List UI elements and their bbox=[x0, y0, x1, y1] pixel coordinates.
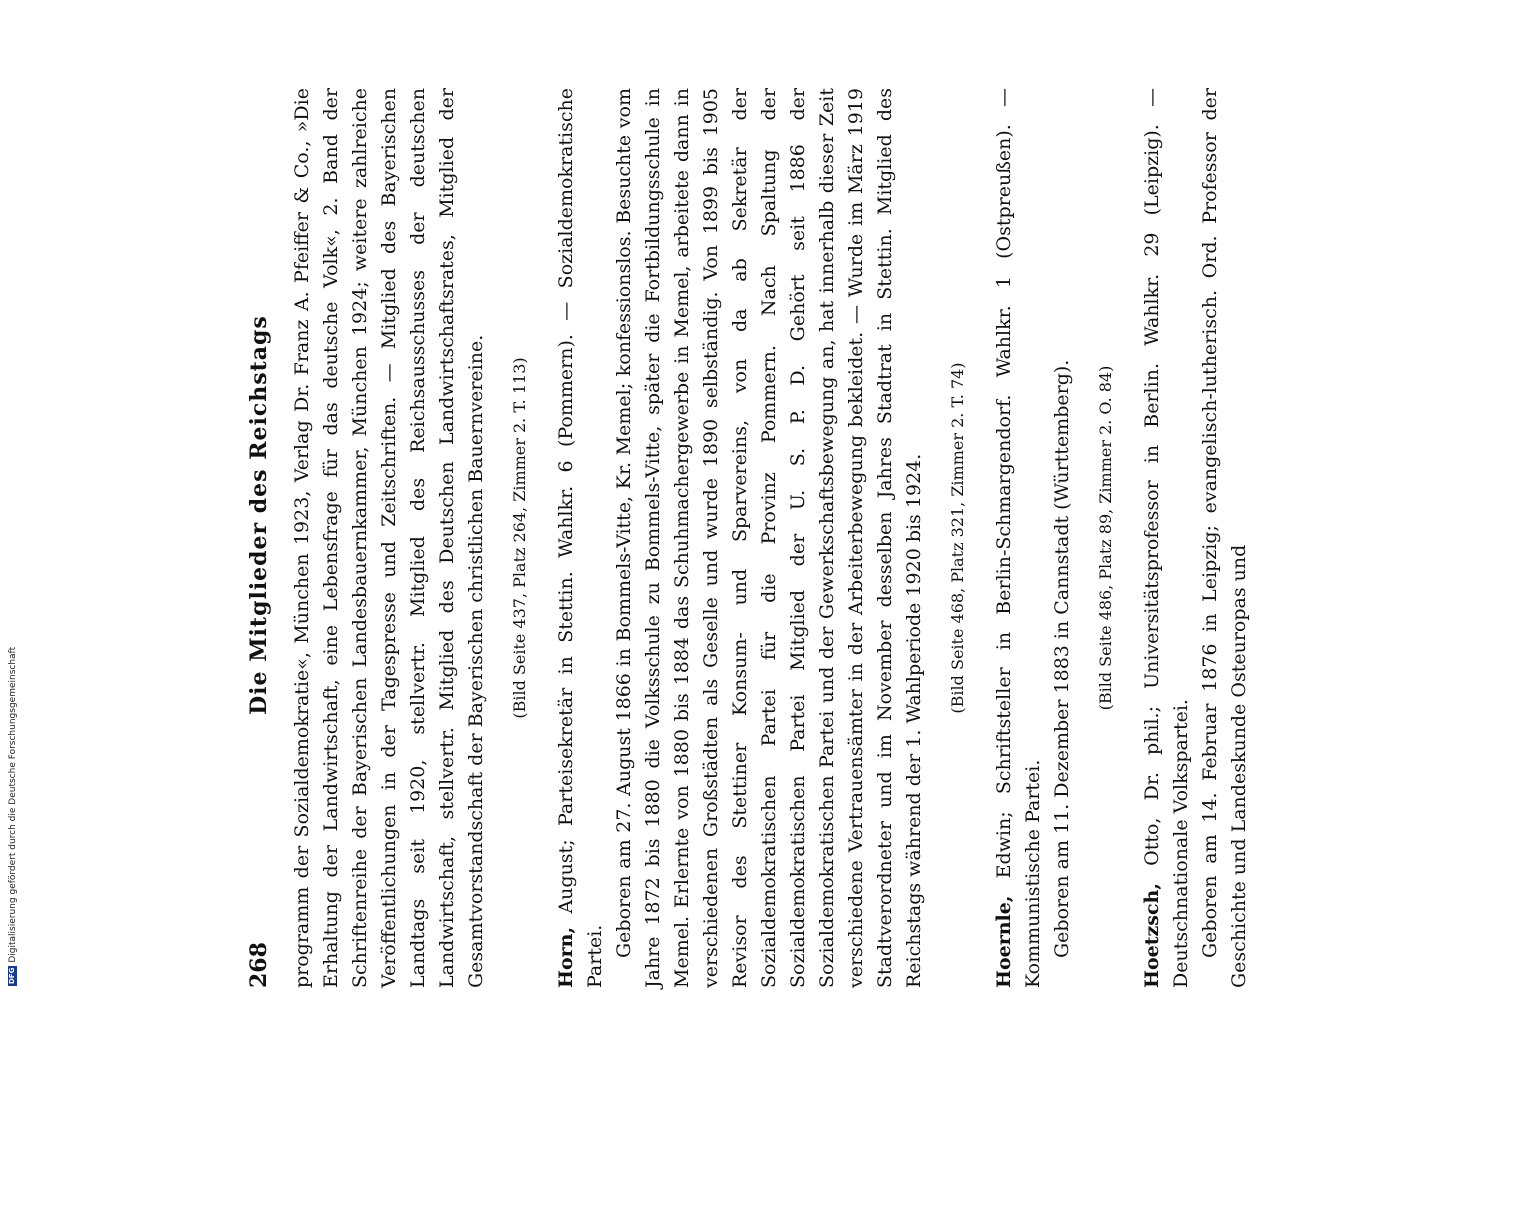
entry-hoetzsch bbox=[1138, 88, 1254, 988]
entry-name: Hoetzsch, bbox=[1141, 883, 1163, 988]
attribution-label: Digitalisierung gefördert durch die Deutsche Forschungsgemeinschaft bbox=[8, 646, 18, 963]
entry-head-text: Otto, Dr. phil.; Universitätsprofessor in Berlin. Wahlkr. 29 (Leipzig). — Deutschnationale Volkspartei. bbox=[1141, 88, 1192, 988]
page-number: 268 bbox=[246, 942, 272, 988]
page-header bbox=[245, 88, 274, 988]
entry-body: Geboren am 27. August 1866 in Bommels-Vitte, Kr. Memel; konfessionslos. Besuchte vom Jahre 1872 bis 1880 die Volksschule zu Bommels-Vitte, später die Fortbildungsschule in Memel. Erlernte von 1880 bis 1884 das Schuhmachergewerbe in Memel, arbeitete dann in verschiedenen Großstädten als Geselle und wurde 1890 selbständig. Von 1899 bis 1905 Revisor des Stettiner Konsum- und Sparvereins, von da ab Sekretär der Sozialdemokratischen Partei für die Provinz Pommern. Nach Spaltung der Sozialdemokratischen Partei Mitglied der U. S. P. D. Gehört seit 1886 der Sozialdemokratischen Partei und der Gewerkschaftsbewegung an, hat innerhalb dieser Zeit verschiedene Vertrauensämter in der Arbeiterbewegung bekleidet. — Wurde im März 1919 Stadtverordneter und im November desselben Jahres Stadtrat in Stettin. Mitglied des Reichstags während der 1. Wahlperiode 1920 bis 1924. bbox=[613, 88, 925, 988]
entry-head bbox=[990, 88, 1048, 988]
attribution-strip bbox=[0, 0, 16, 1000]
running-title: Die Mitglieder des Reichstags bbox=[246, 315, 272, 715]
entry-head bbox=[552, 88, 610, 988]
prev-entry-ref: (Bild Seite 437, Platz 264, Zimmer 2. T. 113) bbox=[510, 357, 529, 719]
entry-name: Hoernle, bbox=[993, 895, 1015, 988]
entry-name: Horn, bbox=[555, 926, 577, 988]
entry-body: Geboren am 14. Februar 1876 in Leipzig; evangelisch-lutherisch. Ord. Professor der Geschichte und Landeskunde Osteuropas und bbox=[1199, 88, 1250, 988]
entry-ref: (Bild Seite 486, Platz 89, Zimmer 2. O. 84) bbox=[1096, 365, 1115, 711]
entry-head-text: Edwin; Schriftsteller in Berlin-Schmargendorf. Wahlkr. 1 (Ostpreußen). — Kommunistische Partei. bbox=[993, 88, 1044, 988]
prev-entry-text: programm der Sozialdemokratie«, München 1923, Verlag Dr. Franz A. Pfeiffer & Co., »Die Erhaltung der Landwirtschaft, eine Lebensfrage für das deutsche Volk«, 2. Band der Schriftenreihe der Bayerischen Landesbauernkammer, München 1924; weitere zahlreiche Veröffentlichungen in der Tagespresse und Zeitschriften. — Mitglied des Bayerischen Landtags seit 1920, stellvertr. Mitglied des Reichsausschusses der deutschen Landwirtschaft, stellvertr. Mitglied des Deutschen Landwirtschaftsrates, Mitglied der Gesamtvorstandschaft der Bayerischen christlichen Bauernvereine. bbox=[291, 88, 487, 988]
entry-head bbox=[1138, 88, 1196, 988]
attribution-text bbox=[8, 647, 18, 986]
dfg-logo: DFG bbox=[8, 967, 16, 984]
entry-horn bbox=[552, 88, 972, 988]
rotated-page-container bbox=[246, 0, 1255, 1228]
entry-body: Geboren am 11. Dezember 1883 in Cannstadt (Württemberg). bbox=[1051, 359, 1073, 958]
entry-ref: (Bild Seite 468, Platz 321, Zimmer 2. T. 74) bbox=[948, 362, 967, 714]
entry-hoernle bbox=[990, 88, 1120, 988]
document-page bbox=[245, 88, 1345, 988]
entry-head-text: August; Parteisekretär in Stettin. Wahlkr. 6 (Pommern). — Sozialdemokratische Partei. bbox=[555, 88, 606, 988]
